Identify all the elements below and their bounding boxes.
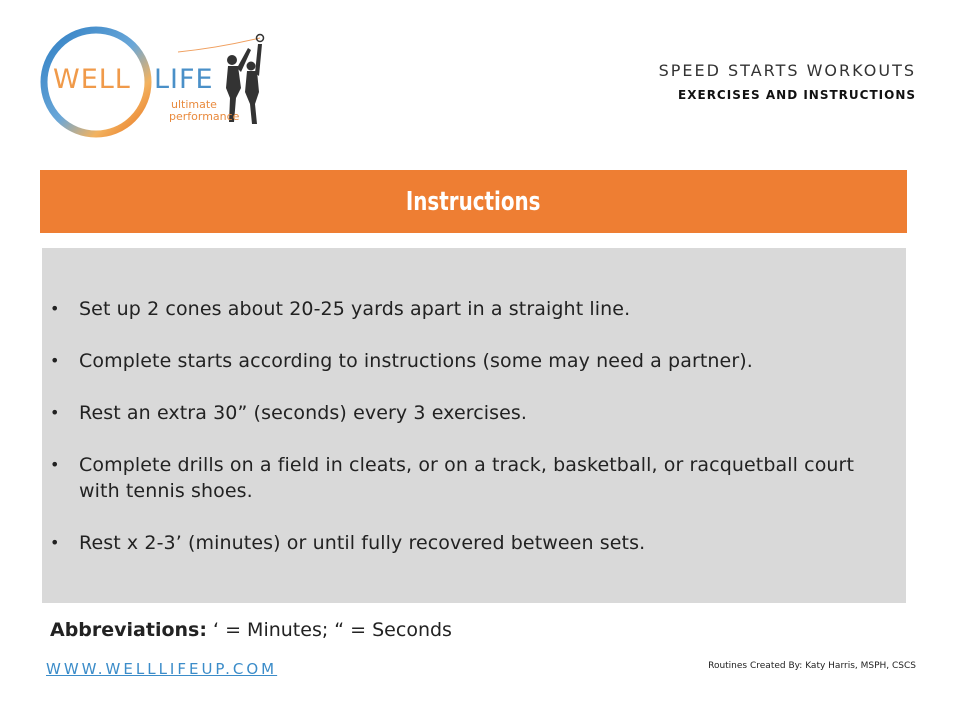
abbreviations-line [50, 619, 452, 641]
logo-word-well: WELL [53, 64, 131, 95]
logo-tagline-performance: performance [169, 110, 240, 123]
bullet-icon: • [50, 351, 60, 370]
bullet-icon: • [50, 455, 60, 474]
abbreviations-text: ‘ = Minutes; “ = Seconds [206, 619, 452, 641]
bullet-icon: • [50, 533, 60, 552]
list-item [42, 296, 862, 322]
page-subtitle: EXERCISES AND INSTRUCTIONS [678, 88, 916, 102]
list-item [42, 452, 862, 504]
instruction-text: Complete drills on a field in cleats, or on a track, basketball, or racquetball court with tennis shoes. [79, 454, 855, 502]
instruction-text: Rest an extra 30” (seconds) every 3 exercises. [79, 402, 528, 424]
section-title: Instructions [406, 186, 541, 217]
welllife-logo [38, 26, 278, 141]
page-title: SPEED STARTS WORKOUTS [658, 61, 916, 80]
instructions-list [42, 296, 862, 582]
list-item [42, 348, 862, 374]
instructions-panel [42, 248, 906, 603]
website-link[interactable]: WWW.WELLLIFEUP.COM [46, 660, 278, 678]
bullet-icon: • [50, 299, 60, 318]
logo-tagline-ultimate: ultimate [171, 98, 217, 111]
abbreviations-label: Abbreviations: [50, 619, 207, 641]
list-item [42, 400, 862, 426]
instruction-text: Complete starts according to instructions (some may need a partner). [79, 350, 753, 372]
instruction-text: Set up 2 cones about 20-25 yards apart in a straight line. [79, 298, 631, 320]
list-item [42, 530, 862, 556]
bullet-icon: • [50, 403, 60, 422]
section-header-band [40, 170, 907, 233]
instruction-text: Rest x 2-3’ (minutes) or until fully recovered between sets. [79, 532, 646, 554]
logo-word-life: LIFE [154, 64, 214, 95]
credits-text: Routines Created By: Katy Harris, MSPH, CSCS [708, 661, 916, 671]
